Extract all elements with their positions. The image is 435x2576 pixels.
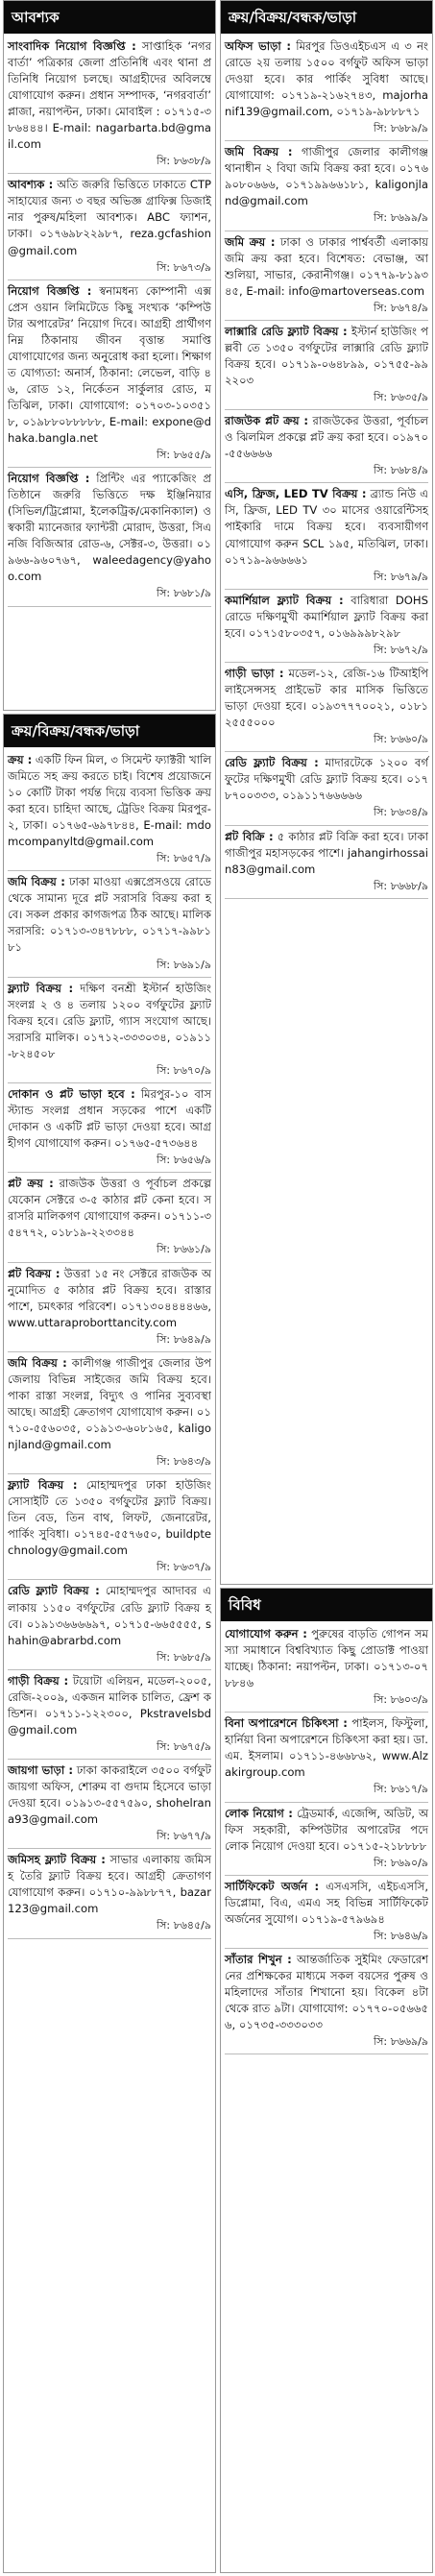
section xyxy=(220,0,433,1585)
section-heading: বিবিধ xyxy=(221,1589,432,1621)
classified-ad xyxy=(225,663,428,752)
ad-code: সি: ৮৬৩৫/৯ xyxy=(373,391,428,403)
ad-body: এসএসসি, এইচএসসি, ডিপ্লোমা, বিএ, এমএ সহ বিভিন্ন সার্টিফিকেট অর্জনের সুযোগ। ০১৭১৯-৫৭৯৬৯৪ xyxy=(225,1879,428,1926)
ad-headline: কমার্শিয়াল ফ্ল্যাট বিক্রয় : xyxy=(225,593,344,607)
ad-headline: জমি বিক্রয় : xyxy=(225,145,293,159)
classified-ad xyxy=(225,321,428,410)
ad-body: রাজউক উত্তরা ও পূর্বাচল প্রকল্পে যেকোন সেক্টরে ৩-৫ কাঠার প্লট কেনা হবে। সরাসরি মালিকগণ যোগাযোগ করুন। ০১৭১১-৩৫৪৭৭২, ০১৮১৯-২২৩৩৪৪ xyxy=(8,1177,212,1240)
ad-body: সাভার এলাকায় জমিসহ তৈরি ফ্ল্যাট বিক্রয় হবে। আগ্রহী ক্রেতাগণ যোগাযোগ করুন। ০১৭১০-৯৯৮৮৭৭, bazar123@gmail.com xyxy=(8,1853,212,1916)
ad-headline: দোকান ও প্লট ভাড়া হবে : xyxy=(8,1086,135,1101)
ad-headline: এসি, ফ্রিজ, LED TV বিক্রয় : xyxy=(225,487,367,501)
ad-body: ইস্টার্ন হাউজিং পল্লবী তে ১৩৫০ বর্গফুটের লাক্সারি রেডি ফ্ল্যাট বিক্রয় হবে। ০১৭১৯-০৬৪৮৯৯, ০১৭৫৫-৯৯২২০৩ xyxy=(225,324,428,387)
classified-ad xyxy=(8,871,211,977)
ad-body: বারিধারা DOHS রোডে দক্ষিণমুখী কমার্শিয়াল ফ্ল্যাট বিক্রয় করা হবে। ০১৭১৫৮০৩৫৭, ০১৬৯৯৯৮২৯৮ xyxy=(225,593,428,640)
ad-code: সি: ৮৬৪৬/৯ xyxy=(373,1929,428,1942)
classified-ad xyxy=(8,1760,211,1849)
ad-headline: অফিস ভাড়া : xyxy=(225,39,292,53)
ad-headline: জমি ক্রয় : xyxy=(225,234,276,249)
ad-code: সি: ৮৬৪৯/৯ xyxy=(156,1332,211,1346)
ad-code: সি: ৮৬৭২/৯ xyxy=(373,643,428,656)
ad-code: সি: ৮৬৬৮/৯ xyxy=(373,879,428,892)
ad-headline: গাড়ী বিক্রয় : xyxy=(8,1673,69,1688)
ad-code: সি: ৮৬৬৯/৯ xyxy=(373,2035,428,2049)
ad-headline: লাক্সারি রেডি ফ্ল্যাট বিক্রয় : xyxy=(225,324,348,338)
ad-headline: ক্রয় : xyxy=(8,753,33,766)
ad-headline: লোক নিয়োগ : xyxy=(225,1806,293,1820)
classified-ad xyxy=(225,1949,428,2054)
classified-ad xyxy=(225,1876,428,1949)
section-body xyxy=(4,747,215,1939)
ad-code: সি: ৮৬৯০/৯ xyxy=(373,1856,428,1869)
classified-ad xyxy=(225,1803,428,1876)
ad-body: স্বনামধন্য কোম্পানী এক্সপ্রেস ওয়ান লিমিটেডে কিছু সংখ্যক ‘কম্পিউটার অপারেটর’ নিয়োগ দিবে। আগ্রহী প্রার্থীগণ নিম্ন ঠিকানায় জীবন বৃত্তান্ত সমাপ্তি যোগাযোগের জন্য অনুরোধ করা হলো। শিক্ষাগত যোগ্যতা: অনার্স, ঠিকানা: লেভেল, বাড়ি ৪৬, রোড ১২, নির্কেতন সার্কুলার রোড, মতিঝিল, ঢাকা। যোগাযোগ: ০১৭০৩-১০৩৫১৮, ০১৯৮৮০৮৮৮৮৮, E-mail: expone@dhaka.bangla.net xyxy=(8,283,212,445)
ad-body: মোহাম্মদপুর ঢাকা হাউজিং সোসাইটি তে ১৩৫০ বর্গফুটের ফ্ল্যাট বিক্রয়। তিন বেড, তিন বাথ, লিফট, জেনারেটর, পার্কিং সুবিধা। ০১৭৪৫-৫৫৭৬৫০, buildptechnology@gmail.com xyxy=(8,1478,211,1558)
ad-headline: রেডি ফ্ল্যাট বিক্রয় : xyxy=(8,1584,100,1598)
classified-ad xyxy=(225,483,428,589)
classified-ad xyxy=(8,1263,211,1352)
ad-headline: রাজউক প্লট ক্রয় : xyxy=(225,414,309,428)
classified-ad xyxy=(8,1352,211,1474)
ad-headline: ফ্ল্যাট বিক্রয় : xyxy=(8,1478,78,1493)
ad-code: সি: ৮৬৭৪/৯ xyxy=(373,301,428,314)
ad-body: ঢাকা মাওয়া এক্সপ্রেসওয়ে রোডে থেকে সামান্য দূরে প্লট সরাসরি বিক্রয় করা হবে। সকল প্রকার কাগজপত্র ঠিক আছে। মালিক সরাসরি: ০১৭১৩-৩৪৭৮৮৮, ০১৭১৭-৯৯৮১৮১ xyxy=(8,875,211,955)
ad-code: সি: ৮৬৬০/৯ xyxy=(373,733,428,746)
ad-code: সি: ৮৬৮৫/৯ xyxy=(156,1650,211,1664)
ad-code: সি: ৮৬৭০/৯ xyxy=(156,1063,211,1077)
ad-body: মিরপুর-১০ বাসস্ট্যান্ড সংলগ্ন প্রধান সড়কের পাশে একটি দোকান ও একটি প্লট ভাড়া দেওয়া হবে। আগ্রহীগণ যোগাযোগ করুন। ০১৭৬৫-৫৭৩৬৪৪ xyxy=(8,1086,212,1151)
classified-ad xyxy=(225,1623,428,1713)
ad-code: সি: ৮৬৯১/৯ xyxy=(156,958,211,971)
classified-ad xyxy=(225,1713,428,1802)
ad-body: প্রিন্টিং এর প্যাকেজিং প্রতিষ্ঠানে জরুরি ভিত্তিতে দক্ষ ইঞ্জিনিয়ার (সিভিল/ট্রিপ্লোমা, ইলেকট্রিক/মেকানিক্যাল) ও স্বকারী ম্যানেজার ফ্যান্টরী মোরাদ, উত্তরা, সিএনজি বিজিআর রোড-৬, সেক্টর-৩, উত্তরা। ০১৯৬৬-৯৬০৭৬৭, waleedagency@yahoo.com xyxy=(8,472,211,584)
ad-body: ঢাকা ও ঢাকার পার্শ্ববর্তী এলাকায় জমি ক্রয় করা হবে। বিশেষত: বেভাঞ্জ, আশুলিয়া, সাভার, কেরানীগঞ্জ। ০১৭৭৯-৮১৯৩৪৫, E-mail: info@martoverseas.com xyxy=(225,234,428,298)
ad-headline: প্লট বিক্রি : xyxy=(225,829,274,843)
section-body xyxy=(221,1621,432,2054)
classified-ad xyxy=(8,1580,211,1669)
classified-ad xyxy=(8,468,211,606)
ad-headline: সাংবাদিক নিয়োগ বিজ্ঞপ্তি : xyxy=(8,39,136,53)
ad-code: সি: ৮৬৪৫/৯ xyxy=(156,1919,211,1932)
classified-ad xyxy=(225,590,428,663)
ad-code: সি: ৮৬৭৩/৯ xyxy=(156,260,211,274)
section xyxy=(3,0,216,711)
ad-code: সি: ৮৬৭৫/৯ xyxy=(156,1739,211,1753)
ad-headline: সাঁতার শিখুন : xyxy=(225,1953,292,1967)
left-column xyxy=(3,0,216,2576)
classified-ad xyxy=(8,978,211,1083)
ad-code: সি: ৮৬৮৪/৯ xyxy=(373,464,428,477)
ad-code: সি: ৮৬৫৫/৯ xyxy=(156,449,211,461)
ad-headline: নিয়োগ বিজ্ঞপ্তি : xyxy=(8,283,92,298)
ad-headline: প্লট ক্রয় : xyxy=(8,1177,54,1191)
ad-code: সি: ৮৬৮১/৯ xyxy=(156,587,211,600)
classified-ad xyxy=(8,1849,211,1938)
ad-code: সি: ৮৬৪৩/৯ xyxy=(156,1455,211,1468)
ad-body: সাপ্তাহিক ‘নগরবার্তা’ পত্রিকার জেলা প্রতিনিধি এবং থানা প্রতিনিধি নিয়োগ চলছে। আগ্রহীদের অবিলম্বে যোগাযোগ করুন। প্রধান সম্পাদক, ‘নগরবার্তা’ প্লাজা, নয়াপল্টন, ঢাকা। মোবাইল : ০১৭১৫-৩৮৬৪৪৪। E-mail: nagarbarta.bd@gmail.com xyxy=(8,39,211,152)
classified-ad xyxy=(8,1474,211,1580)
classified-ad xyxy=(8,36,211,174)
section-heading: আবশ্যক xyxy=(4,1,215,34)
ad-body: রাজউকের উত্তরা, পূর্বাচল ও ঝিলমিল প্রকল্পে প্লট ক্রয় করা হবে। ০১৯৭০-৫৫৬৬৬৬ xyxy=(225,414,428,461)
ad-body: মাদারটেকে ১২০০ বর্গফুটের দক্ষিণমুখী রেডি ফ্ল্যাট বিক্রয় হবে। ০১৭৮৭০০৩৩৩, ০১৯১১৭৬৬৬৬৬ xyxy=(225,756,429,803)
classified-ad xyxy=(8,174,211,279)
ad-body: ৫ কাঠার প্লট বিক্রি করা হবে। ঢাকা গাজীপুর মহাসড়কের পাশে। jahangirhossain83@gmail.com xyxy=(225,829,428,876)
ad-code: সি: ৮৬৩৮/৯ xyxy=(156,155,211,168)
ad-body: মিরপুর ডিওএইচএস এ ৩ নং রোডে ২য় তলায় ১৫০০ বর্গফুট অফিস ভাড়া দেওয়া হবে। কার পার্কিং সুবিধা আছে। যোগাযোগ: ০১৭১৯-২১৬২৭৪৩, majorhanif139@gmail.com, ০১৭১৯-৯৮৮৮৭১ xyxy=(225,39,429,119)
ad-body: গাজীপুর জেলার কালীগঞ্জ থানাধীন ২ বিঘা জমি বিক্রয় করা হবে। ০১৭৬৯০৮০৬৬৬, ০১৭১৯৯৬৬১৮১, kaligonjland@gmail.com xyxy=(225,145,428,208)
ad-code: সি: ৮৬১৭/৯ xyxy=(373,1783,428,1796)
ad-body: ঢাকা কাকরাইলে ৩৫০০ বর্গফুট জায়গা অফিস, শোরুম বা গুদাম হিসেবে ভাড়া দেওয়া হবে। ০১৯১৩-৫৫৭৫৯০, shohelrana93@gmail.com xyxy=(8,1763,212,1827)
ad-body: উত্তরা ১৫ নং সেক্টরে রাজউক অনুমোদিত ৫ কাঠার প্লট বিক্রয় হবে। রাস্তার পাশে, চমৎকার পরিবেশ। ০১৭১৩০৪৪৪৪৬৬, www.uttaraproborttancity.com xyxy=(8,1266,212,1329)
section xyxy=(3,714,216,2573)
section-heading: ক্রয়/বিক্রয়/বন্ধক/ভাড়া xyxy=(4,715,215,747)
ad-code: সি: ৮৬৫৬/৯ xyxy=(156,1154,211,1167)
ad-headline: যোগাযোগ করুন : xyxy=(225,1627,307,1640)
right-column xyxy=(220,0,433,2576)
classified-ad xyxy=(225,36,428,141)
section xyxy=(220,1588,433,2573)
ad-code: সি: ৮৬৭৯/৯ xyxy=(373,570,428,583)
ad-code: সি: ৮৬৯৯/৯ xyxy=(373,211,428,225)
section-body xyxy=(221,34,432,899)
classified-ad xyxy=(8,1083,211,1173)
ad-headline: ফ্ল্যাট বিক্রয় : xyxy=(8,981,74,995)
ad-body: মডেল-১২, রেজি-১৬ টিআইপি লাইসেন্সসহ প্রাইভেট কার মাসিক ভিত্তিতে ভাড়া দেওয়া হবে। ০১৯৩৭৭৭০০২১, ০১৮১২৫৫৫০০০ xyxy=(225,666,429,730)
ad-headline: জমি বিক্রয় : xyxy=(8,875,65,889)
ad-headline: নিয়োগ বিজ্ঞপ্তি : xyxy=(8,472,90,486)
ad-headline: বিনা অপারেশনে চিকিৎসা : xyxy=(225,1716,348,1731)
ad-body: ব্র্যান্ড নিউ এসি, ফ্রিজ, LED TV ৩০ মাসের ওয়ারেন্টিসহ পাইকারি দামে বিক্রয় হবে। ব্যবসায়ীগণ যোগাযোগ করুন SCL ১৯৫, মতিঝিল, ঢাকা। ০১৭১৯-৯৬৬৬৬১ xyxy=(225,487,428,567)
ad-code: সি: ৮৬০৩/৯ xyxy=(373,1693,428,1707)
classified-ad xyxy=(8,1670,211,1760)
classified-ad xyxy=(225,231,428,321)
ad-headline: প্লট বিক্রয় : xyxy=(8,1266,60,1280)
ad-body: মোহাম্মদপুর আদাবর এলাকায় ১১৫০ বর্গফুটের রেডি ফ্ল্যাট বিক্রয় হবে। ০১৯১৩৬৬৬৬৯৭, ০১৭১৫-৬৬৫৫৫৫, shahin@abrarbd.com xyxy=(8,1584,211,1647)
ad-body: একটি ফিন মিল, ৩ সিমেন্ট ফ্যাক্টরী খালি জমিতে সহ ক্রয় করতে চাই। বিশেষ প্রয়োজনে ১০ কোটি টাকা পর্যন্ত দিয়ে ব্যবসা ভিত্তিক ক্রয় করা হবে। চাহিদা আছে, ট্রেডিং বিক্রয় মিরপুর-২, ঢাকা। ০১৭৬৫-৬৯৭৮৪৪, E-mail: mdomcompanyltd@gmail.com xyxy=(8,753,212,849)
ad-headline: জায়গা ভাড়া : xyxy=(8,1763,73,1778)
ad-body: টয়োটা এলিয়ন, মডেল-২০০৫, রেজি-২০০৯, একজন মালিক চালিত, ফ্রেশ কন্ডিশন। ০১৭১১-১২২৩০০, Pkstravelsbd@gmail.com xyxy=(8,1673,212,1737)
classified-ad xyxy=(225,410,428,483)
section-body xyxy=(4,34,215,607)
ad-body: ট্রেডমার্ক, এজেন্সি, অডিট, অফিস সহকারী, কম্পিউটার অপারেটর পদে লোক নিয়োগ দেওয়া হবে। ০১৭১৫-২১৮৮৮৮ xyxy=(225,1806,428,1853)
ad-code: সি: ৮৬৫৭/৯ xyxy=(156,852,211,865)
ad-headline: গাড়ী ভাড়া : xyxy=(225,666,284,680)
ad-headline: রেডি ফ্ল্যাট বিক্রয় : xyxy=(225,756,319,770)
ad-code: সি: ৮৬৬১/৯ xyxy=(156,1243,211,1256)
ad-code: সি: ৮৬৮৯/৯ xyxy=(373,122,428,135)
section-heading: ক্রয়/বিক্রয়/বন্ধক/ভাড়া xyxy=(221,1,432,34)
classified-ad xyxy=(8,1173,211,1262)
ad-headline: সার্টিফিকেট অর্জন : xyxy=(225,1879,320,1893)
classified-ad xyxy=(8,280,211,468)
ad-body: কালীগঞ্জ গাজীপুর জেলার উপজেলায় বিভিন্ন সাইজের জমি বিক্রয় হবে। পাকা রাস্তা সংলগ্ন, বিদ্যুৎ ও পানির সুব্যবস্থা আছে। আগ্রহী ক্রেতাগণ যোগাযোগ করুন। ০১৭১০-৫৫৬০৩৫, ০১৯১৩-৬০৮১৬৫, kaligonjland@gmail.com xyxy=(8,1355,211,1451)
classified-ad xyxy=(225,752,428,825)
ad-headline: জমি বিক্রয় : xyxy=(8,1355,67,1370)
ad-code: সি: ৮৬৭৭/৯ xyxy=(156,1830,211,1843)
ad-headline: আবশ্যক : xyxy=(8,178,54,192)
ad-code: সি: ৮৬৩৪/৯ xyxy=(373,806,428,819)
ad-body: অতি জরুরি ভিত্তিতে ঢাকাতে CTP সাহায্যের জন্য ৩ বছর অভিজ্ঞ গ্রাফিক্স ডিজাইনার পুরুষ/মহিলা আবশ্যক। ABC ফ্যাশন, ঢাকা। ০১৭৬৯৮২২৯৮৭, reza.gcfashion@gmail.com xyxy=(8,178,212,257)
ad-body: পাইলস, ফিস্টুলা, হার্নিয়া বিনা অপারেশনে চিকিৎসা করা হয়। ডা. এম. ইসলাম। ০১৭১১-৪৬৬৮৬২, www.Alzakirgroup.com xyxy=(225,1716,429,1780)
classified-ad xyxy=(8,749,211,871)
ad-headline: জমিসহ ফ্ল্যাট বিক্রয় : xyxy=(8,1853,106,1867)
classified-ad xyxy=(225,141,428,231)
ad-code: সি: ৮৬৩৭/৯ xyxy=(156,1561,211,1574)
classified-ad xyxy=(225,826,428,899)
ad-body: আন্তর্জাতিক সুইমিং ফেডারেশনের প্রশিক্ষকের মাধ্যমে সকল বয়সের পুরুষ ও মহিলাদের সাঁতার শিখানো হয়। বিকেল ৪টা থেকে রাত ৯টা। যোগাযোগ: ০১৭৭০-০৫৬৬৫৬, ০১৭৩৫-৩৩৩০৩৩ xyxy=(225,1953,428,2032)
ad-body: দক্ষিণ বনশ্রী ইস্টার্ন হাউজিং সংলগ্ন ২ ও ৪ তলায় ১২০০ বর্গফুটের ফ্ল্যাট বিক্রয় হবে। রেডি ফ্ল্যাট, গ্যাস সংযোগ আছে। সরাসরি মালিক। ০১৭১২-৩৩৩০৩৪, ০১৯১১-৮২৪৫০৮ xyxy=(8,981,211,1060)
ad-body: পুরুষের বাড়তি গোপন সমস্যা সমাধানে বিশ্ববিখ্যাত কিছু প্রোডাক্ট পাওয়া যাচ্ছে। ঠিকানা: নয়াপল্টন, ঢাকা। ০১৭১৩-০৭৮৮৪৬ xyxy=(225,1627,428,1690)
